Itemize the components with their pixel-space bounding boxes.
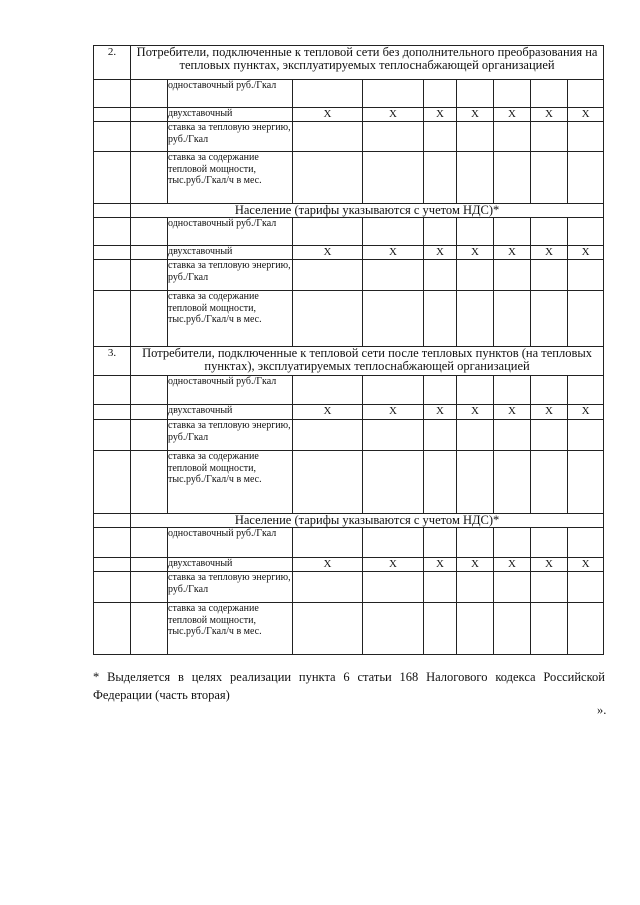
value-cell	[494, 572, 531, 603]
value-cell	[293, 420, 363, 451]
tariff-table	[93, 45, 604, 655]
tariff-row-capacity-rate	[94, 291, 604, 347]
number-cell	[94, 528, 131, 558]
row-label: ставка за содержание тепловой мощности, тыс.руб./Гкал/ч в мес.	[168, 152, 293, 204]
number-cell	[94, 152, 131, 204]
subnumber-cell	[131, 218, 168, 246]
row-label: одноставочный руб./Гкал	[168, 528, 293, 558]
value-cell	[531, 420, 568, 451]
row-label: ставка за содержание тепловой мощности, тыс.руб./Гкал/ч в мес.	[168, 291, 293, 347]
x-mark-cell: X	[494, 558, 531, 572]
row-label: двухставочный	[168, 108, 293, 122]
value-cell	[424, 572, 457, 603]
value-cell	[568, 122, 604, 152]
x-mark-cell: X	[424, 405, 457, 420]
value-cell	[531, 122, 568, 152]
x-mark-cell: X	[568, 246, 604, 260]
x-mark-cell: X	[363, 246, 424, 260]
number-cell	[94, 572, 131, 603]
x-mark-cell: X	[293, 108, 363, 122]
value-cell	[363, 80, 424, 108]
number-cell	[94, 514, 131, 528]
x-mark-cell: X	[293, 558, 363, 572]
section-heading: Потребители, подключенные к тепловой сети после тепловых пунктов (на тепловых пунктах), эксплуатируемых теплоснабжающей организацией	[131, 347, 604, 376]
value-cell	[363, 376, 424, 405]
subnumber-cell	[131, 572, 168, 603]
number-cell	[94, 246, 131, 260]
x-mark-cell: X	[457, 558, 494, 572]
tariff-row-energy-rate	[94, 122, 604, 152]
value-cell	[457, 122, 494, 152]
x-mark-cell: X	[363, 405, 424, 420]
tariff-row-capacity-rate	[94, 152, 604, 204]
value-cell	[568, 218, 604, 246]
number-cell	[94, 122, 131, 152]
tariff-row-two-rate	[94, 246, 604, 260]
x-mark-cell: X	[457, 405, 494, 420]
value-cell	[363, 122, 424, 152]
value-cell	[457, 80, 494, 108]
subnumber-cell	[131, 405, 168, 420]
value-cell	[424, 291, 457, 347]
number-cell	[94, 80, 131, 108]
section-heading: Население (тарифы указываются с учетом НДС)*	[131, 514, 604, 528]
x-mark-cell: X	[457, 108, 494, 122]
row-label: ставка за тепловую энергию, руб./Гкал	[168, 122, 293, 152]
tariff-row-single-rate	[94, 218, 604, 246]
value-cell	[293, 218, 363, 246]
subnumber-cell	[131, 152, 168, 204]
x-mark-cell: X	[293, 246, 363, 260]
value-cell	[457, 603, 494, 655]
row-label: двухставочный	[168, 558, 293, 572]
row-label: одноставочный руб./Гкал	[168, 376, 293, 405]
subnumber-cell	[131, 420, 168, 451]
number-cell	[94, 603, 131, 655]
tariff-row-energy-rate	[94, 420, 604, 451]
value-cell	[457, 376, 494, 405]
tariff-row-energy-rate	[94, 572, 604, 603]
value-cell	[293, 80, 363, 108]
value-cell	[494, 528, 531, 558]
x-mark-cell: X	[424, 558, 457, 572]
value-cell	[568, 260, 604, 291]
value-cell	[531, 260, 568, 291]
value-cell	[568, 420, 604, 451]
value-cell	[293, 451, 363, 514]
section-heading: Население (тарифы указываются с учетом НДС)*	[131, 204, 604, 218]
value-cell	[531, 80, 568, 108]
value-cell	[424, 80, 457, 108]
row-label: ставка за содержание тепловой мощности, тыс.руб./Гкал/ч в мес.	[168, 451, 293, 514]
value-cell	[363, 603, 424, 655]
section-heading-row	[94, 46, 604, 80]
x-mark-cell: X	[568, 558, 604, 572]
row-label: ставка за тепловую энергию, руб./Гкал	[168, 260, 293, 291]
number-cell	[94, 558, 131, 572]
row-label: ставка за содержание тепловой мощности, тыс.руб./Гкал/ч в мес.	[168, 603, 293, 655]
value-cell	[494, 376, 531, 405]
value-cell	[531, 291, 568, 347]
subnumber-cell	[131, 558, 168, 572]
subnumber-cell	[131, 122, 168, 152]
row-label: одноставочный руб./Гкал	[168, 218, 293, 246]
tariff-row-capacity-rate	[94, 451, 604, 514]
value-cell	[457, 528, 494, 558]
value-cell	[363, 152, 424, 204]
value-cell	[568, 572, 604, 603]
number-cell	[94, 405, 131, 420]
footnote: * Выделяется в целях реализации пункта 6 статьи 168 Налогового кодекса Российской Федерации (часть вторая)	[93, 670, 605, 702]
value-cell	[457, 152, 494, 204]
number-cell	[94, 291, 131, 347]
value-cell	[457, 451, 494, 514]
value-cell	[424, 376, 457, 405]
value-cell	[293, 122, 363, 152]
value-cell	[494, 603, 531, 655]
subnumber-cell	[131, 528, 168, 558]
value-cell	[531, 528, 568, 558]
value-cell	[363, 420, 424, 451]
subnumber-cell	[131, 603, 168, 655]
value-cell	[494, 152, 531, 204]
value-cell	[568, 528, 604, 558]
value-cell	[363, 572, 424, 603]
value-cell	[293, 291, 363, 347]
subnumber-cell	[131, 451, 168, 514]
x-mark-cell: X	[531, 405, 568, 420]
tariff-row-two-rate	[94, 558, 604, 572]
tariff-row-single-rate	[94, 376, 604, 405]
section-number: 3.	[94, 347, 131, 376]
x-mark-cell: X	[568, 405, 604, 420]
section-heading: Потребители, подключенные к тепловой сети без дополнительного преобразования на тепловых пунктах, эксплуатируемых теплоснабжающей организацией	[131, 46, 604, 80]
value-cell	[457, 420, 494, 451]
section-heading-row	[94, 204, 604, 218]
value-cell	[363, 218, 424, 246]
value-cell	[424, 603, 457, 655]
value-cell	[457, 260, 494, 291]
value-cell	[424, 260, 457, 291]
value-cell	[293, 528, 363, 558]
row-label: одноставочный руб./Гкал	[168, 80, 293, 108]
section-heading-row	[94, 514, 604, 528]
tariff-row-single-rate	[94, 528, 604, 558]
value-cell	[293, 260, 363, 291]
closing-mark: ».	[597, 703, 607, 717]
tariff-row-two-rate	[94, 405, 604, 420]
x-mark-cell: X	[363, 108, 424, 122]
subnumber-cell	[131, 291, 168, 347]
value-cell	[531, 376, 568, 405]
value-cell	[457, 291, 494, 347]
x-mark-cell: X	[568, 108, 604, 122]
number-cell	[94, 218, 131, 246]
row-label: двухставочный	[168, 405, 293, 420]
number-cell	[94, 376, 131, 405]
value-cell	[494, 451, 531, 514]
value-cell	[293, 376, 363, 405]
value-cell	[363, 528, 424, 558]
subnumber-cell	[131, 108, 168, 122]
value-cell	[568, 451, 604, 514]
value-cell	[494, 218, 531, 246]
row-label: ставка за тепловую энергию, руб./Гкал	[168, 420, 293, 451]
number-cell	[94, 420, 131, 451]
value-cell	[424, 420, 457, 451]
row-label: ставка за тепловую энергию, руб./Гкал	[168, 572, 293, 603]
section-number: 2.	[94, 46, 131, 80]
tariff-row-single-rate	[94, 80, 604, 108]
subnumber-cell	[131, 246, 168, 260]
x-mark-cell: X	[531, 108, 568, 122]
number-cell	[94, 260, 131, 291]
value-cell	[568, 376, 604, 405]
subnumber-cell	[131, 80, 168, 108]
value-cell	[494, 260, 531, 291]
tariff-row-capacity-rate	[94, 603, 604, 655]
number-cell	[94, 451, 131, 514]
value-cell	[531, 451, 568, 514]
value-cell	[424, 122, 457, 152]
value-cell	[531, 152, 568, 204]
x-mark-cell: X	[293, 405, 363, 420]
number-cell	[94, 204, 131, 218]
value-cell	[494, 291, 531, 347]
value-cell	[424, 451, 457, 514]
tariff-row-two-rate	[94, 108, 604, 122]
value-cell	[424, 528, 457, 558]
value-cell	[531, 572, 568, 603]
value-cell	[494, 420, 531, 451]
tariff-row-energy-rate	[94, 260, 604, 291]
subnumber-cell	[131, 260, 168, 291]
value-cell	[531, 603, 568, 655]
section-heading-row	[94, 347, 604, 376]
value-cell	[568, 80, 604, 108]
value-cell	[293, 572, 363, 603]
value-cell	[568, 152, 604, 204]
value-cell	[494, 122, 531, 152]
value-cell	[494, 80, 531, 108]
value-cell	[363, 260, 424, 291]
row-label: двухставочный	[168, 246, 293, 260]
value-cell	[457, 218, 494, 246]
subnumber-cell	[131, 376, 168, 405]
x-mark-cell: X	[424, 246, 457, 260]
value-cell	[363, 291, 424, 347]
value-cell	[568, 291, 604, 347]
x-mark-cell: X	[494, 246, 531, 260]
value-cell	[363, 451, 424, 514]
x-mark-cell: X	[531, 558, 568, 572]
x-mark-cell: X	[494, 405, 531, 420]
value-cell	[293, 152, 363, 204]
value-cell	[568, 603, 604, 655]
number-cell	[94, 108, 131, 122]
value-cell	[457, 572, 494, 603]
value-cell	[424, 152, 457, 204]
value-cell	[424, 218, 457, 246]
x-mark-cell: X	[363, 558, 424, 572]
value-cell	[531, 218, 568, 246]
value-cell	[293, 603, 363, 655]
x-mark-cell: X	[531, 246, 568, 260]
x-mark-cell: X	[494, 108, 531, 122]
x-mark-cell: X	[424, 108, 457, 122]
x-mark-cell: X	[457, 246, 494, 260]
